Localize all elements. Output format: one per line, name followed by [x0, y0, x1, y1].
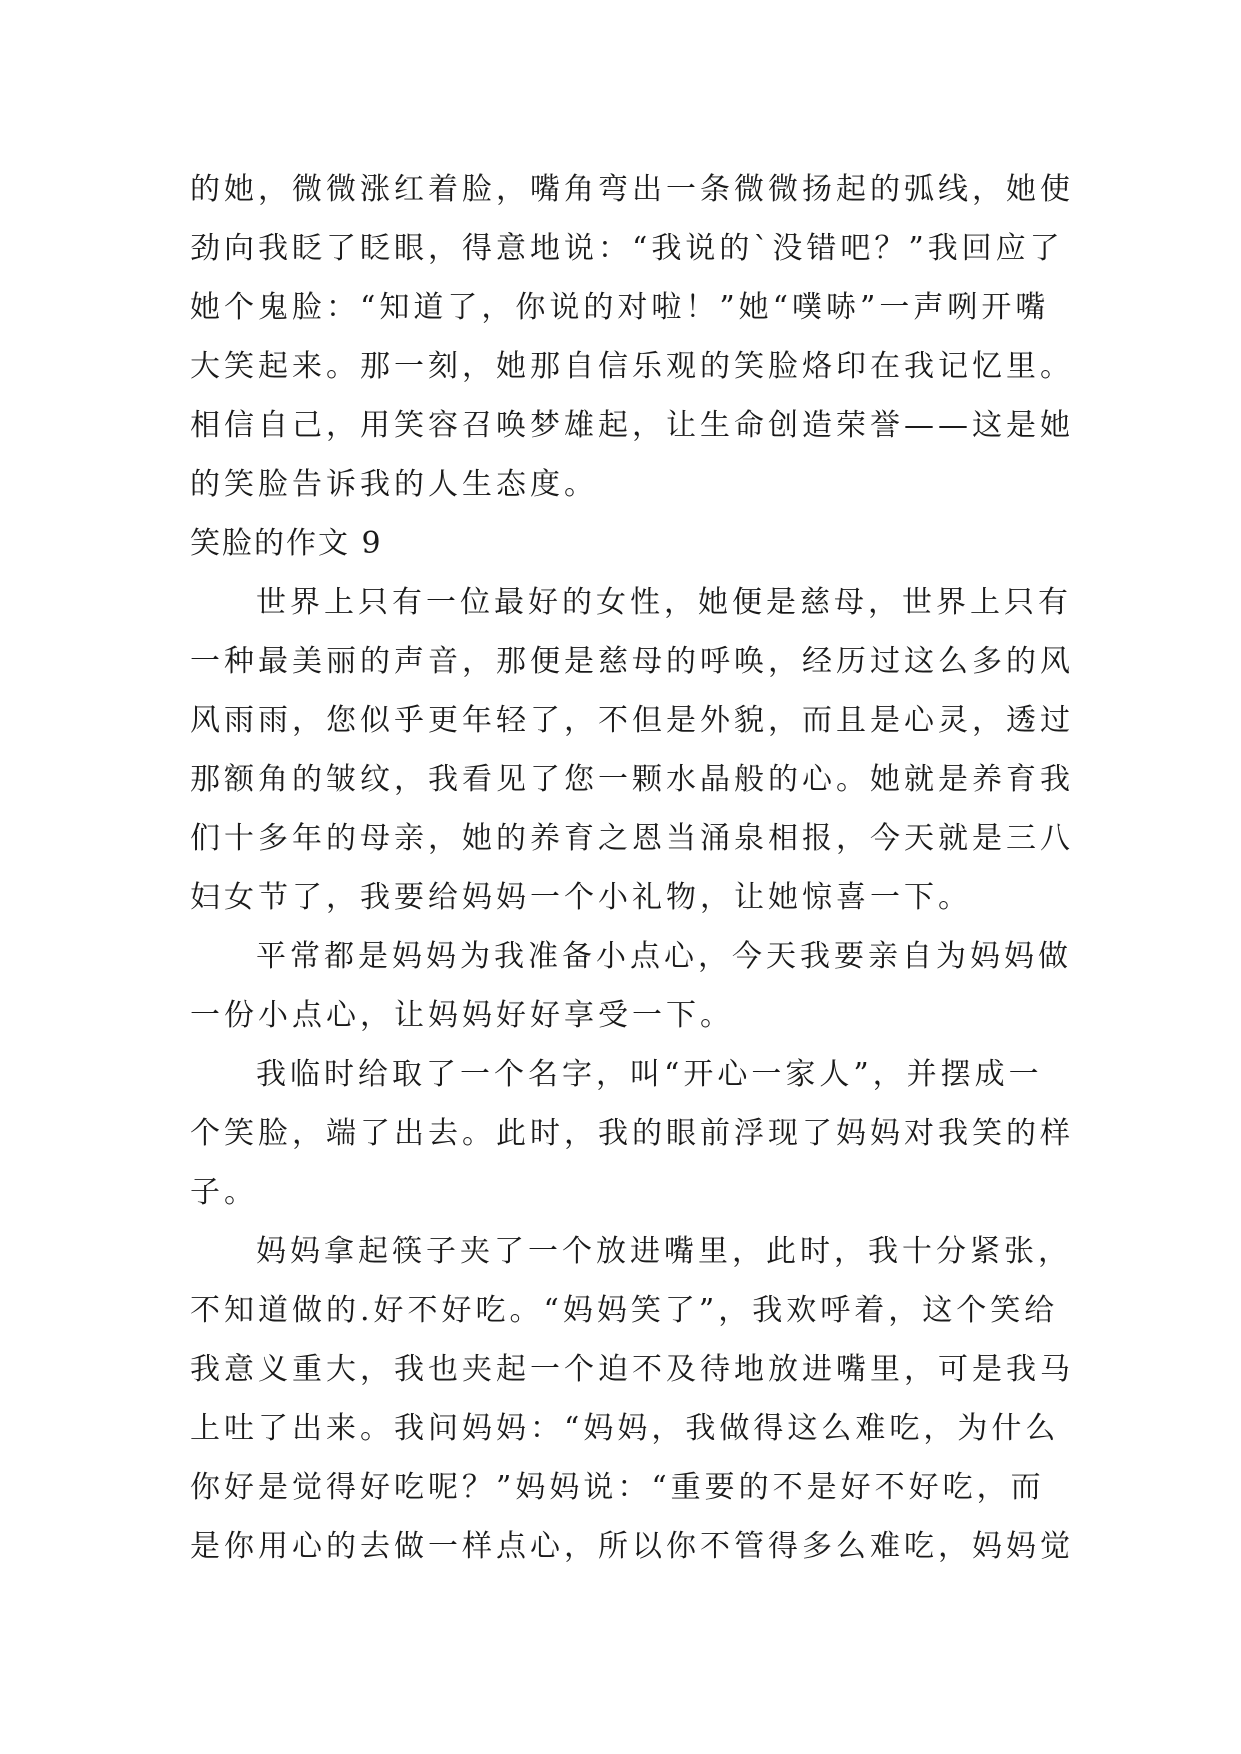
text-line: 劲向我眨了眨眼，得意地说：“我说的`没错吧？”我回应了 [190, 231, 1064, 266]
text-line: 平常都是妈妈为我准备小点心，今天我要亲自为妈妈做 [256, 939, 1072, 974]
text-line: 世界上只有一位最好的女性，她便是慈母，世界上只有 [256, 585, 1072, 620]
text-line: 上吐了出来。我问妈妈：“妈妈，我做得这么难吃，为什么 [190, 1411, 1060, 1446]
text-line: 我临时给取了一个名字，叫“开心一家人”，并摆成一 [256, 1057, 1043, 1092]
text-line: 那额角的皱纹，我看见了您一颗水晶般的心。她就是养育我 [190, 762, 1074, 797]
section-heading: 笑脸的作文 9 [190, 526, 383, 561]
text-line: 一种最美丽的声音，那便是慈母的呼唤，经历过这么多的风 [190, 644, 1074, 679]
text-line: 一份小点心，让妈妈好好享受一下。 [190, 998, 734, 1033]
text-line: 大笑起来。那一刻，她那自信乐观的笑脸烙印在我记忆里。 [190, 349, 1074, 384]
text-line: 你好是觉得好吃呢？”妈妈说：“重要的不是好不好吃，而 [190, 1470, 1045, 1505]
text-line: 们十多年的母亲，她的养育之恩当涌泉相报，今天就是三八 [190, 821, 1074, 856]
text-line: 不知道做的.好不好吃。“妈妈笑了”，我欢呼着，这个笑给 [190, 1293, 1059, 1328]
text-line: 子。 [190, 1175, 258, 1210]
text-line: 的她，微微涨红着脸，嘴角弯出一条微微扬起的弧线，她使 [190, 172, 1074, 207]
document-body [190, 160, 1074, 1576]
text-line: 妈妈拿起筷子夹了一个放进嘴里，此时，我十分紧张， [256, 1234, 1072, 1269]
text-line: 是你用心的去做一样点心，所以你不管得多么难吃，妈妈觉 [190, 1529, 1074, 1564]
text-line: 个笑脸，端了出去。此时，我的眼前浮现了妈妈对我笑的样 [190, 1116, 1074, 1151]
text-line: 的笑脸告诉我的人生态度。 [190, 467, 598, 502]
text-line: 妇女节了，我要给妈妈一个小礼物，让她惊喜一下。 [190, 880, 972, 915]
text-line: 我意义重大，我也夹起一个迫不及待地放进嘴里，可是我马 [190, 1352, 1074, 1387]
text-line: 她个鬼脸：“知道了，你说的对啦！”她“噗哧”一声咧开嘴 [190, 290, 1050, 325]
text-line: 风雨雨，您似乎更年轻了，不但是外貌，而且是心灵，透过 [190, 703, 1074, 738]
text-line: 相信自己，用笑容召唤梦雄起，让生命创造荣誉——这是她 [190, 408, 1074, 443]
